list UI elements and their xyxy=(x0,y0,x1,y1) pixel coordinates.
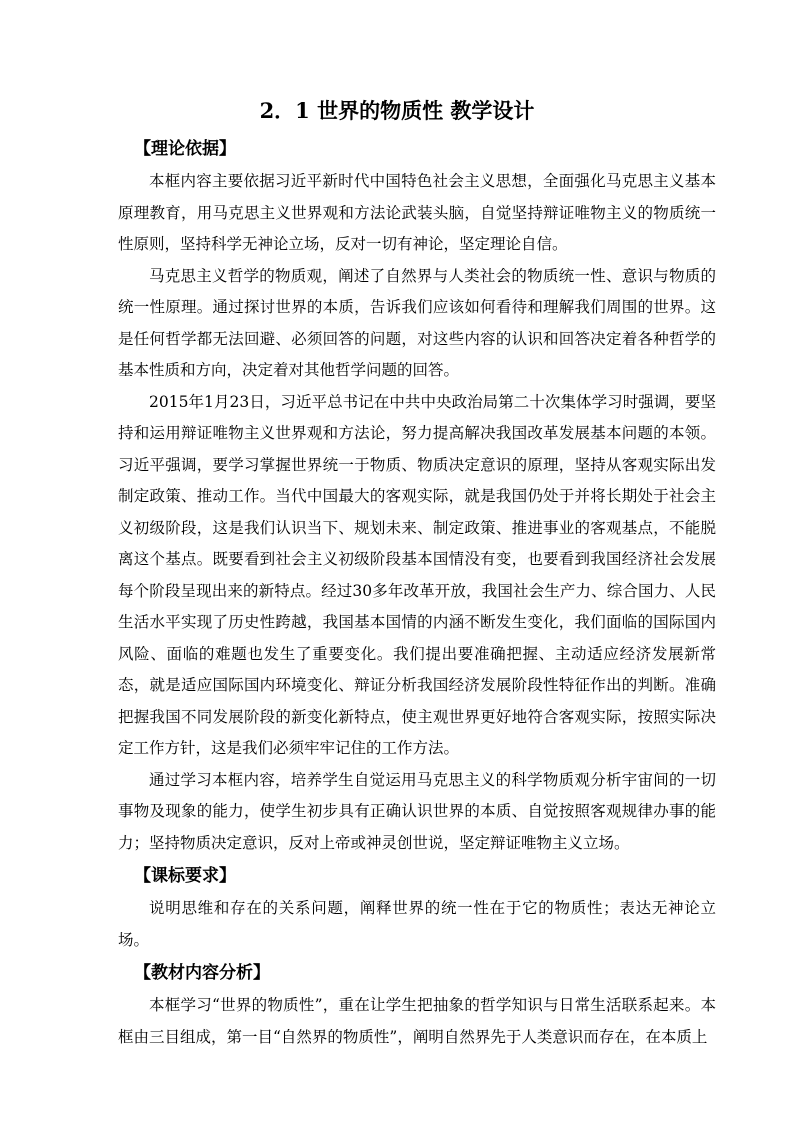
paragraph: 马克思主义哲学的物质观，阐述了自然界与人类社会的物质统一性、意识与物质的统一性原理。通过探讨世界的本质，告诉我们应该如何看待和理解我们周围的世界。这是任何哲学都无法回避、必须回答的问题，对这些内容的认识和回答决定着各种哲学的基本性质和方向，决定着对其他哲学问题的回答。 xyxy=(118,266,716,379)
paragraph: 本框学习“世界的物质性”，重在让学生把抽象的哲学知识与日常生活联系起来。本框由三目组成，第一目“自然界的物质性”，阐明自然界先于人类意识而存在，在本质上 xyxy=(118,996,716,1046)
paragraph: 本框内容主要依据习近平新时代中国特色社会主义思想，全面强化马克思主义基本原理教育，用马克思主义世界观和方法论武装头脑，自觉坚持辩证唯物主义的物质统一性原则，坚持科学无神论立场，反对一切有神论，坚定理论自信。 xyxy=(118,172,716,253)
paragraph: 通过学习本框内容，培养学生自觉运用马克思主义的科学物质观分析宇宙间的一切事物及现象的能力，使学生初步具有正确认识世界的本质、自觉按照客观规律办事的能力；坚持物质决定意识，反对上帝或神灵创世说，坚定辩证唯物主义立场。 xyxy=(118,770,716,852)
document-title: 2．1 世界的物质性 教学设计 xyxy=(259,98,535,123)
section-heading-theory-basis: 【理论依据】 xyxy=(134,139,236,159)
section-heading-textbook-analysis: 【教材内容分析】 xyxy=(134,963,270,983)
paragraph: 说明思维和存在的关系问题，阐释世界的统一性在于它的物质性；表达无神论立场。 xyxy=(118,899,716,949)
paragraph: 2015年1月23日，习近平总书记在中共中央政治局第二十次集体学习时强调，要坚持和运用辩证唯物主义世界观和方法论，努力提高解决我国改革发展基本问题的本领。习近平强调，要学习掌握世界统一于物质、物质决定意识的原理，坚持从客观实际出发制定政策、推动工作。当代中国最大的客观实际，就是我国仍处于并将长期处于社会主义初级阶段，这是我们认识当下、规划未来、制定政策、推进事业的客观基点，不能脱离这个基点。既要看到社会主义初级阶段基本国情没有变，也要看到我国经济社会发展每个阶段呈现出来的新特点。经过30多年改革开放，我国社会生产力、综合国力、人民生活水平实现了历史性跨越，我国基本国情的内涵不断发生变化，我们面临的国际国内风险、面临的难题也发生了重要变化。我们提出要准确把握、主动适应经济发展新常态，就是适应国际国内环境变化、辩证分析我国经济发展阶段性特征作出的判断。准确把握我国不同发展阶段的新变化新特点，使主观世界更好地符合客观实际，按照实际决定工作方针，这是我们必须牢牢记住的工作方法。 xyxy=(118,392,716,757)
section-heading-curriculum-requirements: 【课标要求】 xyxy=(134,866,236,886)
document-body xyxy=(118,132,716,1053)
